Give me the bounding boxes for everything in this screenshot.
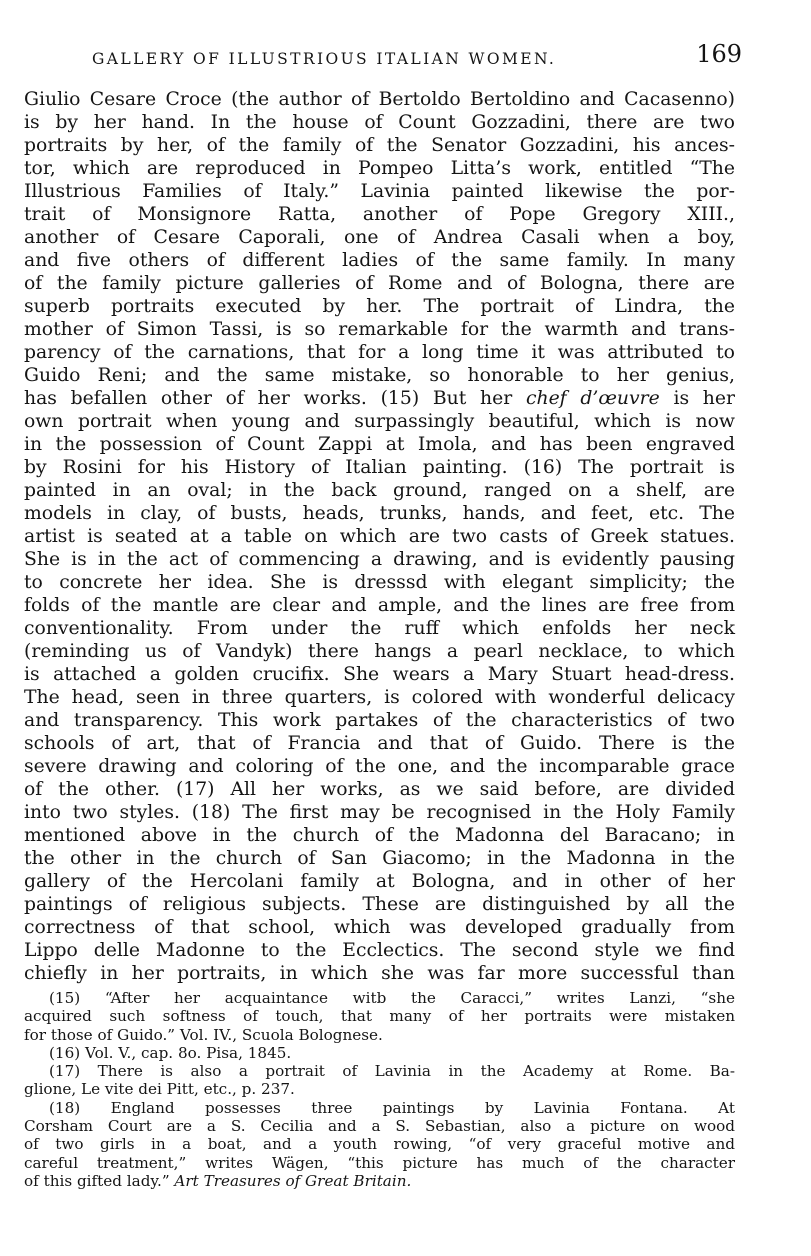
body-line: mother of Simon Tassi, is so remarkable for the warmth and trans- [24,319,735,340]
body-line: in the possession of Count Zappi at Imola, and has been engraved [24,434,735,455]
body-line: has befallen other of her works. (15) But her chef d’œuvre is her [24,388,735,409]
body-line: mentioned above in the church of the Madonna del Baracano; in [24,825,735,846]
body-line: models in clay, of busts, heads, trunks, hands, and feet, etc. The [24,503,735,524]
body-line: into two styles. (18) The first may be recognised in the Holy Family [24,802,735,823]
body-line: painted in an oval; in the back ground, ranged on a shelf, are [24,480,735,501]
footnote-line: glione, Le vite dei Pitt, etc., p. 237. [24,1080,295,1099]
body-line: trait of Monsignore Ratta, another of Pope Gregory XIII., [24,204,735,225]
body-line: parency of the carnations, that for a long time it was attributed to [24,342,735,363]
footnote-line: for those of Guido.” Vol. IV., Scuola Bolognese. [24,1025,383,1044]
body-line: and transparency. This work partakes of the characteristics of two [24,710,735,731]
body-line: superb portraits executed by her. The portrait of Lindra, the [24,296,735,317]
body-text [24,88,735,985]
body-line: Guido Reni; and the same mistake, so honorable to her genius, [24,365,735,386]
body-line: schools of art, that of Francia and that of Guido. There is the [24,733,735,754]
body-line: tor, which are reproduced in Pompeo Litta’s work, entitled “The [24,158,735,179]
footnotes [24,989,735,1190]
footnote-line: (17) There is also a portrait of Lavinia in the Academy at Rome. Ba- [49,1062,735,1081]
body-line: Giulio Cesare Croce (the author of Bertoldo Bertoldino and Cacasenno) [24,89,735,110]
page-number: 169 [696,40,742,68]
body-line: conventionality. From under the ruff which enfolds her neck [24,618,735,639]
body-line: is attached a golden crucifix. She wears a Mary Stuart head-dress. [24,664,735,685]
body-line: is by her hand. In the house of Count Gozzadini, there are two [24,112,735,133]
body-line: of the family picture galleries of Rome and of Bologna, there are [24,273,735,294]
body-line: Illustrious Families of Italy.” Lavinia painted likewise the por- [24,181,735,202]
body-line: another of Cesare Caporali, one of Andrea Casali when a boy, [24,227,735,248]
body-line: own portrait when young and surpassingly beautiful, which is now [24,411,735,432]
body-line: by Rosini for his History of Italian painting. (16) The portrait is [24,457,735,478]
footnote-line: of two girls in a boat, and a youth rowing, “of very graceful motive and [24,1135,735,1154]
footnote-line: (18) England possesses three paintings by Lavinia Fontana. At [49,1098,735,1117]
footnote-line: (16) Vol. V., cap. 8o. Pisa, 1845. [49,1043,292,1062]
body-line: (reminding us of Vandyk) there hangs a pearl necklace, to which [24,641,735,662]
body-line: of the other. (17) All her works, as we said before, are divided [24,779,735,800]
body-line: chiefly in her portraits, in which she was far more successful than [24,963,735,984]
body-line: portraits by her, of the family of the Senator Gozzadini, his ances- [24,135,735,156]
body-line: severe drawing and coloring of the one, and the incomparable grace [24,756,735,777]
body-line: to concrete her idea. She is dresssd with elegant simplicity; the [24,572,735,593]
footnote-line: (15) “After her acquaintance witb the Caracci,” writes Lanzi, “she [49,989,735,1007]
footnote-line: acquired such softness of touch, that many of her portraits were mistaken [24,1007,735,1026]
body-line: and five others of different ladies of the same family. In many [24,250,735,271]
body-line: She is in the act of commencing a drawing, and is evidently pausing [24,549,735,570]
body-line: gallery of the Hercolani family at Bologna, and in other of her [24,871,735,892]
body-line: The head, seen in three quarters, is colored with wonderful delicacy [24,687,735,708]
running-head [92,40,742,80]
running-head-title: GALLERY OF ILLUSTRIOUS ITALIAN WOMEN. [92,50,557,68]
body-line: artist is seated at a table on which are two casts of Greek statues. [24,526,735,547]
footnote-line: Corsham Court are a S. Cecilia and a S. Sebastian, also a picture on wood [24,1117,735,1136]
body-line: correctness of that school, which was developed gradually from [24,917,735,938]
body-line: the other in the church of San Giacomo; in the Madonna in the [24,848,735,869]
footnote-line: careful treatment,” writes Wägen, “this picture has much of the character [24,1153,735,1172]
footnote-line: of this gifted lady.” Art Treasures of Great Britain. [24,1171,412,1190]
body-line: Lippo delle Madonne to the Ecclectics. The second style we find [24,940,735,961]
body-line: paintings of religious subjects. These are distinguished by all the [24,894,735,915]
body-line: folds of the mantle are clear and ample, and the lines are free from [24,595,735,616]
